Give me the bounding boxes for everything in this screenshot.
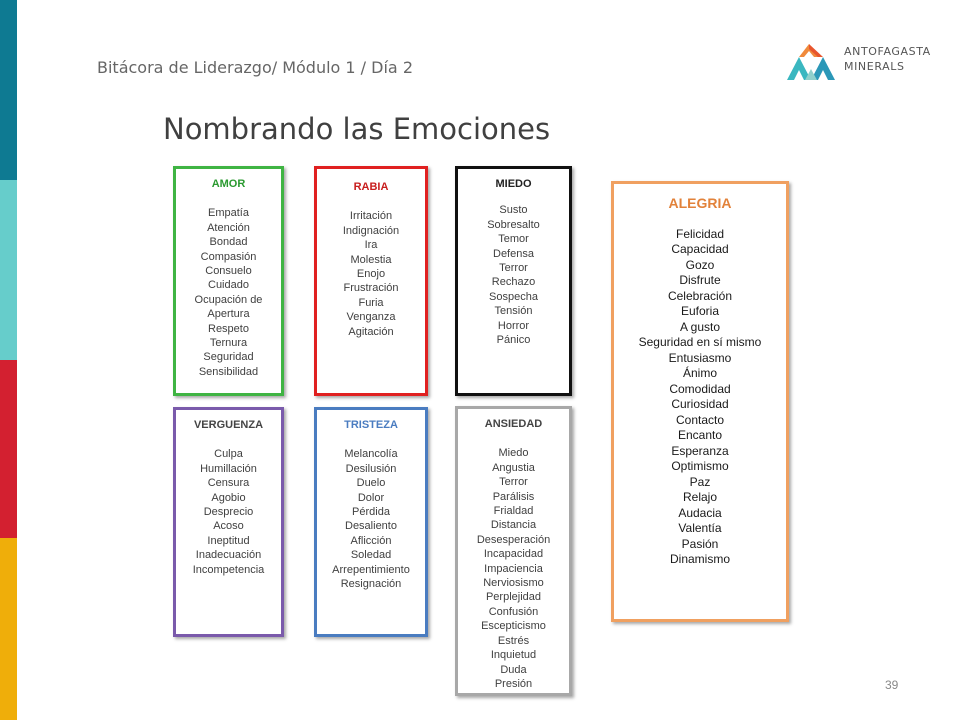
emotion-item: Furia [358, 296, 384, 309]
emotion-item: Susto [499, 204, 528, 217]
emotion-item: Enojo [356, 268, 386, 281]
emotion-item: Presión [494, 677, 533, 690]
emotion-item: Respeto [208, 322, 249, 335]
emotion-item: Terror [499, 476, 528, 489]
emotion-box-tristeza [314, 407, 428, 637]
emotion-item: Parálisis [492, 490, 535, 503]
emotion-item: Euforia [680, 304, 720, 318]
emotion-item: Censura [207, 477, 250, 490]
emotion-item: Audacia [678, 505, 722, 520]
emotion-item: Frustración [343, 282, 399, 295]
emotion-item: A gusto [679, 319, 721, 334]
emotion-item: Sensibilidad [198, 365, 259, 378]
emotion-item: Humillación [200, 462, 257, 475]
emotion-title-ansiedad: ANSIEDAD [484, 418, 543, 430]
emotion-item: Gozo [685, 257, 715, 272]
emotion-list-ansiedad [458, 446, 569, 691]
slide-subtitle: Bitácora de Liderazgo/ Módulo 1 / Día 2 [97, 58, 413, 77]
emotion-list-amor [176, 206, 281, 379]
emotion-title-miedo: MIEDO [495, 178, 532, 190]
emotion-item: Acoso [213, 520, 244, 533]
emotion-item: Venganza [346, 311, 396, 324]
accent-stripe-red [0, 360, 17, 538]
emotion-item: Empatía [208, 207, 249, 220]
emotion-list-alegria [614, 227, 786, 568]
emotion-item: Nerviosismo [483, 577, 544, 590]
antofagasta-logo-mark-icon [785, 40, 839, 82]
emotion-item: Comodidad [669, 381, 731, 396]
emotion-item: Miedo [498, 447, 529, 460]
emotion-item: Arrepentimiento [332, 563, 410, 576]
emotion-box-ansiedad [455, 406, 572, 696]
emotion-item: Estrés [497, 634, 530, 647]
emotion-box-amor [173, 166, 284, 396]
emotion-item: Irritación [349, 210, 393, 223]
emotion-item: Desaliento [345, 520, 397, 533]
emotion-item: Encanto [677, 428, 723, 442]
emotion-item: Seguridad [203, 351, 254, 364]
emotion-item: Incapacidad [483, 548, 544, 561]
emotion-item: Ineptitud [207, 534, 250, 547]
emotion-item: Defensa [493, 247, 534, 260]
emotion-item: Duda [500, 663, 527, 676]
accent-stripe-yellow [0, 538, 17, 720]
slide-title: Nombrando las Emociones [163, 112, 551, 146]
emotion-item: Capacidad [671, 242, 729, 256]
emotion-item: Dinamismo [669, 552, 730, 566]
emotion-item: Celebración [667, 288, 733, 303]
emotion-item: Compasión [200, 250, 257, 263]
emotion-item: Melancolía [344, 448, 398, 461]
emotion-item: Resignación [340, 578, 402, 591]
emotion-item: Apertura [207, 308, 250, 321]
emotion-item: Desilusión [345, 462, 397, 475]
emotion-item: Tensión [494, 305, 533, 318]
emotion-item: Perplejidad [485, 591, 542, 604]
emotion-item: Pasión [681, 536, 719, 551]
emotion-item: Ocupación de [194, 293, 263, 306]
emotion-item: Esperanza [671, 443, 729, 458]
page-number: 39 [885, 678, 899, 692]
emotion-item: Sospecha [489, 290, 538, 303]
emotion-item: Relajo [682, 490, 718, 504]
emotion-item: Valentía [678, 521, 722, 535]
accent-stripe-aqua [0, 180, 17, 360]
logo-text-line2: MINERALS [844, 60, 905, 73]
emotion-title-tristeza: TRISTEZA [344, 419, 398, 431]
emotion-item: Incompetencia [192, 563, 265, 576]
emotion-item: Cuidado [208, 279, 249, 292]
emotion-list-verguenza [176, 447, 281, 577]
emotion-item: Culpa [214, 448, 243, 461]
emotion-title-amor: AMOR [211, 178, 246, 190]
emotion-item: Curiosidad [671, 397, 729, 411]
company-logo [785, 40, 945, 84]
emotion-box-miedo [455, 166, 572, 396]
emotion-item: Indignación [342, 224, 400, 237]
emotion-item: Confusión [488, 605, 539, 618]
emotion-item: Ánimo [682, 366, 717, 380]
emotion-title-verguenza: VERGUENZA [193, 419, 264, 431]
logo-text-line1: ANTOFAGASTA [844, 45, 931, 58]
emotion-item: Agobio [211, 491, 246, 504]
emotion-item: Rechazo [491, 276, 536, 289]
emotion-item: Contacto [675, 412, 725, 427]
emotion-item: Molestia [350, 253, 392, 266]
emotion-item: Escepticismo [481, 620, 546, 633]
emotion-item: Sobresalto [487, 218, 540, 231]
emotion-box-rabia [314, 166, 428, 396]
accent-stripe-teal [0, 0, 17, 180]
emotion-item: Temor [498, 233, 529, 246]
emotion-item: Inquietud [490, 649, 537, 662]
emotion-item: Entusiasmo [668, 350, 732, 365]
emotion-box-alegria [611, 181, 789, 622]
emotion-list-miedo [458, 203, 569, 347]
emotion-item: Inadecuación [195, 549, 262, 562]
emotion-item: Pánico [496, 334, 531, 347]
emotion-item: Ternura [209, 337, 248, 350]
emotion-item: Angustia [492, 461, 535, 474]
emotion-box-verguenza [173, 407, 284, 637]
emotion-item: Horror [497, 319, 530, 332]
emotion-item: Desesperación [476, 533, 551, 546]
emotion-item: Ira [364, 239, 378, 252]
emotion-item: Consuelo [205, 265, 252, 278]
emotion-item: Desprecio [203, 506, 254, 519]
emotion-item: Bondad [209, 236, 248, 249]
emotion-item: Impaciencia [484, 562, 543, 575]
emotion-item: Pérdida [352, 506, 390, 519]
emotion-list-tristeza [317, 447, 425, 591]
emotion-item: Terror [499, 262, 528, 275]
emotion-item: Distancia [490, 519, 537, 532]
emotion-item: Frialdad [493, 505, 534, 518]
emotion-list-rabia [317, 209, 425, 339]
emotion-title-rabia: RABIA [353, 181, 389, 193]
emotion-item: Seguridad en sí mismo [638, 335, 762, 349]
emotion-item: Felicidad [675, 226, 725, 241]
emotion-item: Dolor [357, 491, 385, 504]
emotion-item: Paz [689, 474, 711, 489]
emotion-item: Aflicción [350, 534, 392, 547]
emotion-item: Soledad [350, 549, 392, 562]
emotion-item: Optimismo [671, 459, 729, 473]
emotion-title-alegria: ALEGRIA [668, 195, 732, 211]
emotion-item: Atención [207, 221, 250, 234]
emotion-item: Duelo [356, 477, 386, 490]
emotion-item: Agitación [348, 325, 394, 338]
emotion-item: Disfrute [679, 273, 721, 287]
